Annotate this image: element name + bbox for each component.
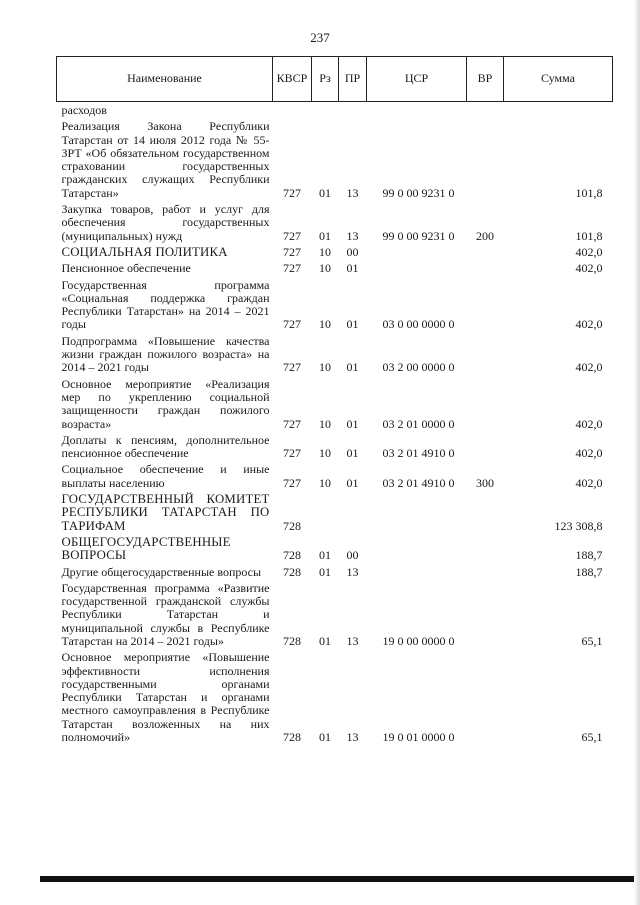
cell-pr: 13 [346, 633, 359, 648]
cell-vr [467, 536, 504, 566]
cell-sum: 402,0 [575, 446, 603, 461]
cell-rz: 01 [319, 730, 331, 745]
cell-kvsr [273, 102, 312, 121]
cell-sum: 65,1 [581, 633, 603, 648]
cell-kvsr: 727 [283, 446, 301, 461]
cell-sum: 402,0 [575, 261, 603, 276]
cell-kvsr: 728 [283, 518, 301, 533]
cell-vr [467, 378, 504, 434]
cell-name: СОЦИАЛЬНАЯ ПОЛИТИКА [61, 244, 228, 259]
table-row [57, 651, 613, 747]
cell-sum: 402,0 [575, 416, 603, 431]
cell-name: ГОСУДАРСТВЕННЫЙ КОМИТЕТ РЕСПУБЛИКИ ТАТАРСТАН ПО ТАРИФАМ [61, 492, 270, 533]
cell-vr [467, 566, 504, 582]
cell-name: Социальное обеспечение и иные выплаты населению [61, 462, 270, 490]
cell-pr: 01 [346, 416, 359, 431]
cell-pr: 13 [346, 730, 359, 745]
cell-csr [367, 536, 467, 566]
cell-rz: 10 [319, 446, 331, 461]
cell-csr: 03 2 01 4910 0 [382, 446, 455, 461]
cell-vr [467, 246, 504, 262]
table-row [57, 434, 613, 464]
cell-pr: 01 [346, 446, 359, 461]
cell-csr: 03 2 01 0000 0 [382, 416, 455, 431]
cell-name: Подпрограмма «Повышение качества жизни граждан пожилого возраста» на 2014 – 2021 годы [61, 333, 270, 375]
cell-vr: 200 [476, 228, 494, 243]
header-row [57, 57, 613, 102]
header-rz: Рз [312, 57, 339, 102]
cell-pr: 01 [346, 360, 359, 375]
cell-rz [312, 493, 339, 536]
cell-rz: 01 [319, 564, 331, 579]
cell-sum: 188,7 [575, 564, 603, 579]
cell-pr [339, 102, 367, 121]
cell-pr: 01 [346, 317, 359, 332]
table-row [57, 262, 613, 278]
cell-csr: 99 0 00 9231 0 [382, 228, 455, 243]
cell-name: Пенсионное обеспечение [61, 261, 191, 276]
header-sum: Сумма [504, 57, 613, 102]
table-row [57, 566, 613, 582]
cell-csr [367, 566, 467, 582]
cell-name: Доплаты к пенсиям, дополнительное пенсионное обеспечение [61, 432, 270, 461]
header-kvsr: КВСР [273, 57, 312, 102]
cell-vr [467, 120, 504, 203]
cell-kvsr: 727 [283, 185, 301, 200]
cell-vr [467, 493, 504, 536]
cell-vr [467, 651, 504, 747]
header-vr: ВР [467, 57, 504, 102]
cell-vr [467, 582, 504, 651]
cell-csr: 99 0 00 9231 0 [382, 185, 455, 200]
cell-vr [467, 279, 504, 335]
cell-rz: 01 [319, 185, 331, 200]
cell-rz: 10 [319, 360, 331, 375]
cell-rz: 10 [319, 317, 331, 332]
cell-rz: 10 [319, 261, 331, 276]
cell-name: Закупка товаров, работ и услуг для обеспечения государственных (муниципальных) нужд [61, 202, 270, 243]
scan-edge-bar [40, 876, 640, 882]
budget-table [56, 56, 613, 747]
cell-pr: 13 [346, 564, 359, 579]
cell-rz: 01 [319, 633, 331, 648]
cell-vr [467, 434, 504, 464]
cell-rz: 10 [319, 244, 331, 259]
cell-sum: 101,8 [575, 185, 603, 200]
cell-sum: 188,7 [575, 548, 603, 563]
table-row [57, 582, 613, 651]
cell-pr [339, 493, 367, 536]
cell-pr: 13 [346, 185, 359, 200]
cell-pr: 00 [346, 548, 359, 563]
cell-sum: 65,1 [581, 730, 603, 745]
table-row [57, 536, 613, 566]
cell-name: Реализация Закона Республики Татарстан от 14 июля 2012 года № 55-ЗРТ «Об обязательном государственном страховании государственных гражданских служащих Республики Татарстан» [61, 119, 270, 200]
table-row [57, 378, 613, 434]
cell-kvsr: 727 [283, 416, 301, 431]
cell-kvsr: 728 [283, 564, 301, 579]
header-csr: ЦСР [367, 57, 467, 102]
cell-rz: 10 [319, 475, 331, 490]
cell-csr [367, 493, 467, 536]
scan-edge-shadow [634, 0, 640, 905]
table-row [57, 120, 613, 203]
cell-name: Другие общегосударственные вопросы [61, 564, 262, 579]
cell-csr [367, 262, 467, 278]
cell-sum: 402,0 [575, 317, 603, 332]
cell-kvsr: 727 [283, 317, 301, 332]
cell-name: Государственная программа «Социальная поддержка граждан Республики Татарстан» на 2014 – 2021 годы [61, 277, 270, 332]
table-row [57, 279, 613, 335]
cell-sum: 402,0 [575, 244, 603, 259]
cell-pr: 13 [346, 228, 359, 243]
table-row [57, 463, 613, 493]
cell-sum: 402,0 [575, 360, 603, 375]
header-pr: ПР [339, 57, 367, 102]
cell-kvsr: 728 [283, 633, 301, 648]
cell-csr: 19 0 01 0000 0 [382, 730, 455, 745]
cell-sum: 402,0 [575, 475, 603, 490]
cell-name: Государственная программа «Развитие государственной гражданской службы Республики Татарстан и муниципальной службы в Республике Татарстан на 2014 – 2021 годы» [61, 580, 270, 648]
page-number: 237 [310, 30, 330, 45]
cell-pr: 00 [346, 244, 359, 259]
cell-kvsr: 728 [283, 730, 301, 745]
cell-sum: 123 308,8 [554, 518, 603, 533]
cell-kvsr: 727 [283, 475, 301, 490]
cell-sum: 101,8 [575, 228, 603, 243]
cell-csr: 03 0 00 0000 0 [382, 317, 455, 332]
cell-kvsr: 727 [283, 261, 301, 276]
cell-rz: 10 [319, 416, 331, 431]
cell-csr: 03 2 01 4910 0 [382, 475, 455, 490]
cell-name: расходов [61, 103, 107, 117]
cell-csr: 03 2 00 0000 0 [382, 360, 455, 375]
table-row [57, 203, 613, 246]
cell-vr [467, 262, 504, 278]
cell-csr: 19 0 00 0000 0 [382, 633, 455, 648]
cell-kvsr: 728 [283, 548, 301, 563]
cell-pr: 01 [346, 261, 359, 276]
table-row [57, 493, 613, 536]
cell-rz: 01 [319, 548, 331, 563]
cell-kvsr: 727 [283, 244, 301, 259]
cell-vr [467, 335, 504, 378]
cell-vr [467, 102, 504, 121]
table-row [57, 102, 613, 121]
table-header [57, 57, 613, 102]
cell-name: Основное мероприятие «Реализация мер по укреплению социальной защищенности граждан пожилого возраста» [61, 376, 270, 431]
cell-vr: 300 [476, 475, 494, 490]
cell-rz: 01 [319, 228, 331, 243]
table-row [57, 335, 613, 378]
cell-kvsr: 727 [283, 228, 301, 243]
cell-rz [312, 102, 339, 121]
cell-csr [367, 246, 467, 262]
cell-csr [367, 102, 467, 121]
table-body [57, 102, 613, 748]
cell-pr: 01 [346, 475, 359, 490]
table-row [57, 246, 613, 262]
header-name: Наименование [57, 57, 273, 102]
cell-kvsr: 727 [283, 360, 301, 375]
cell-name: ОБЩЕГОСУДАРСТВЕННЫЕ ВОПРОСЫ [61, 534, 231, 563]
cell-sum [504, 102, 613, 121]
cell-name: Основное мероприятие «Повышение эффективности исполнения государственными органами Республики Татарстан и органами местного самоуправления в Республике Татарстан возложенных на них полномочий» [61, 650, 270, 745]
